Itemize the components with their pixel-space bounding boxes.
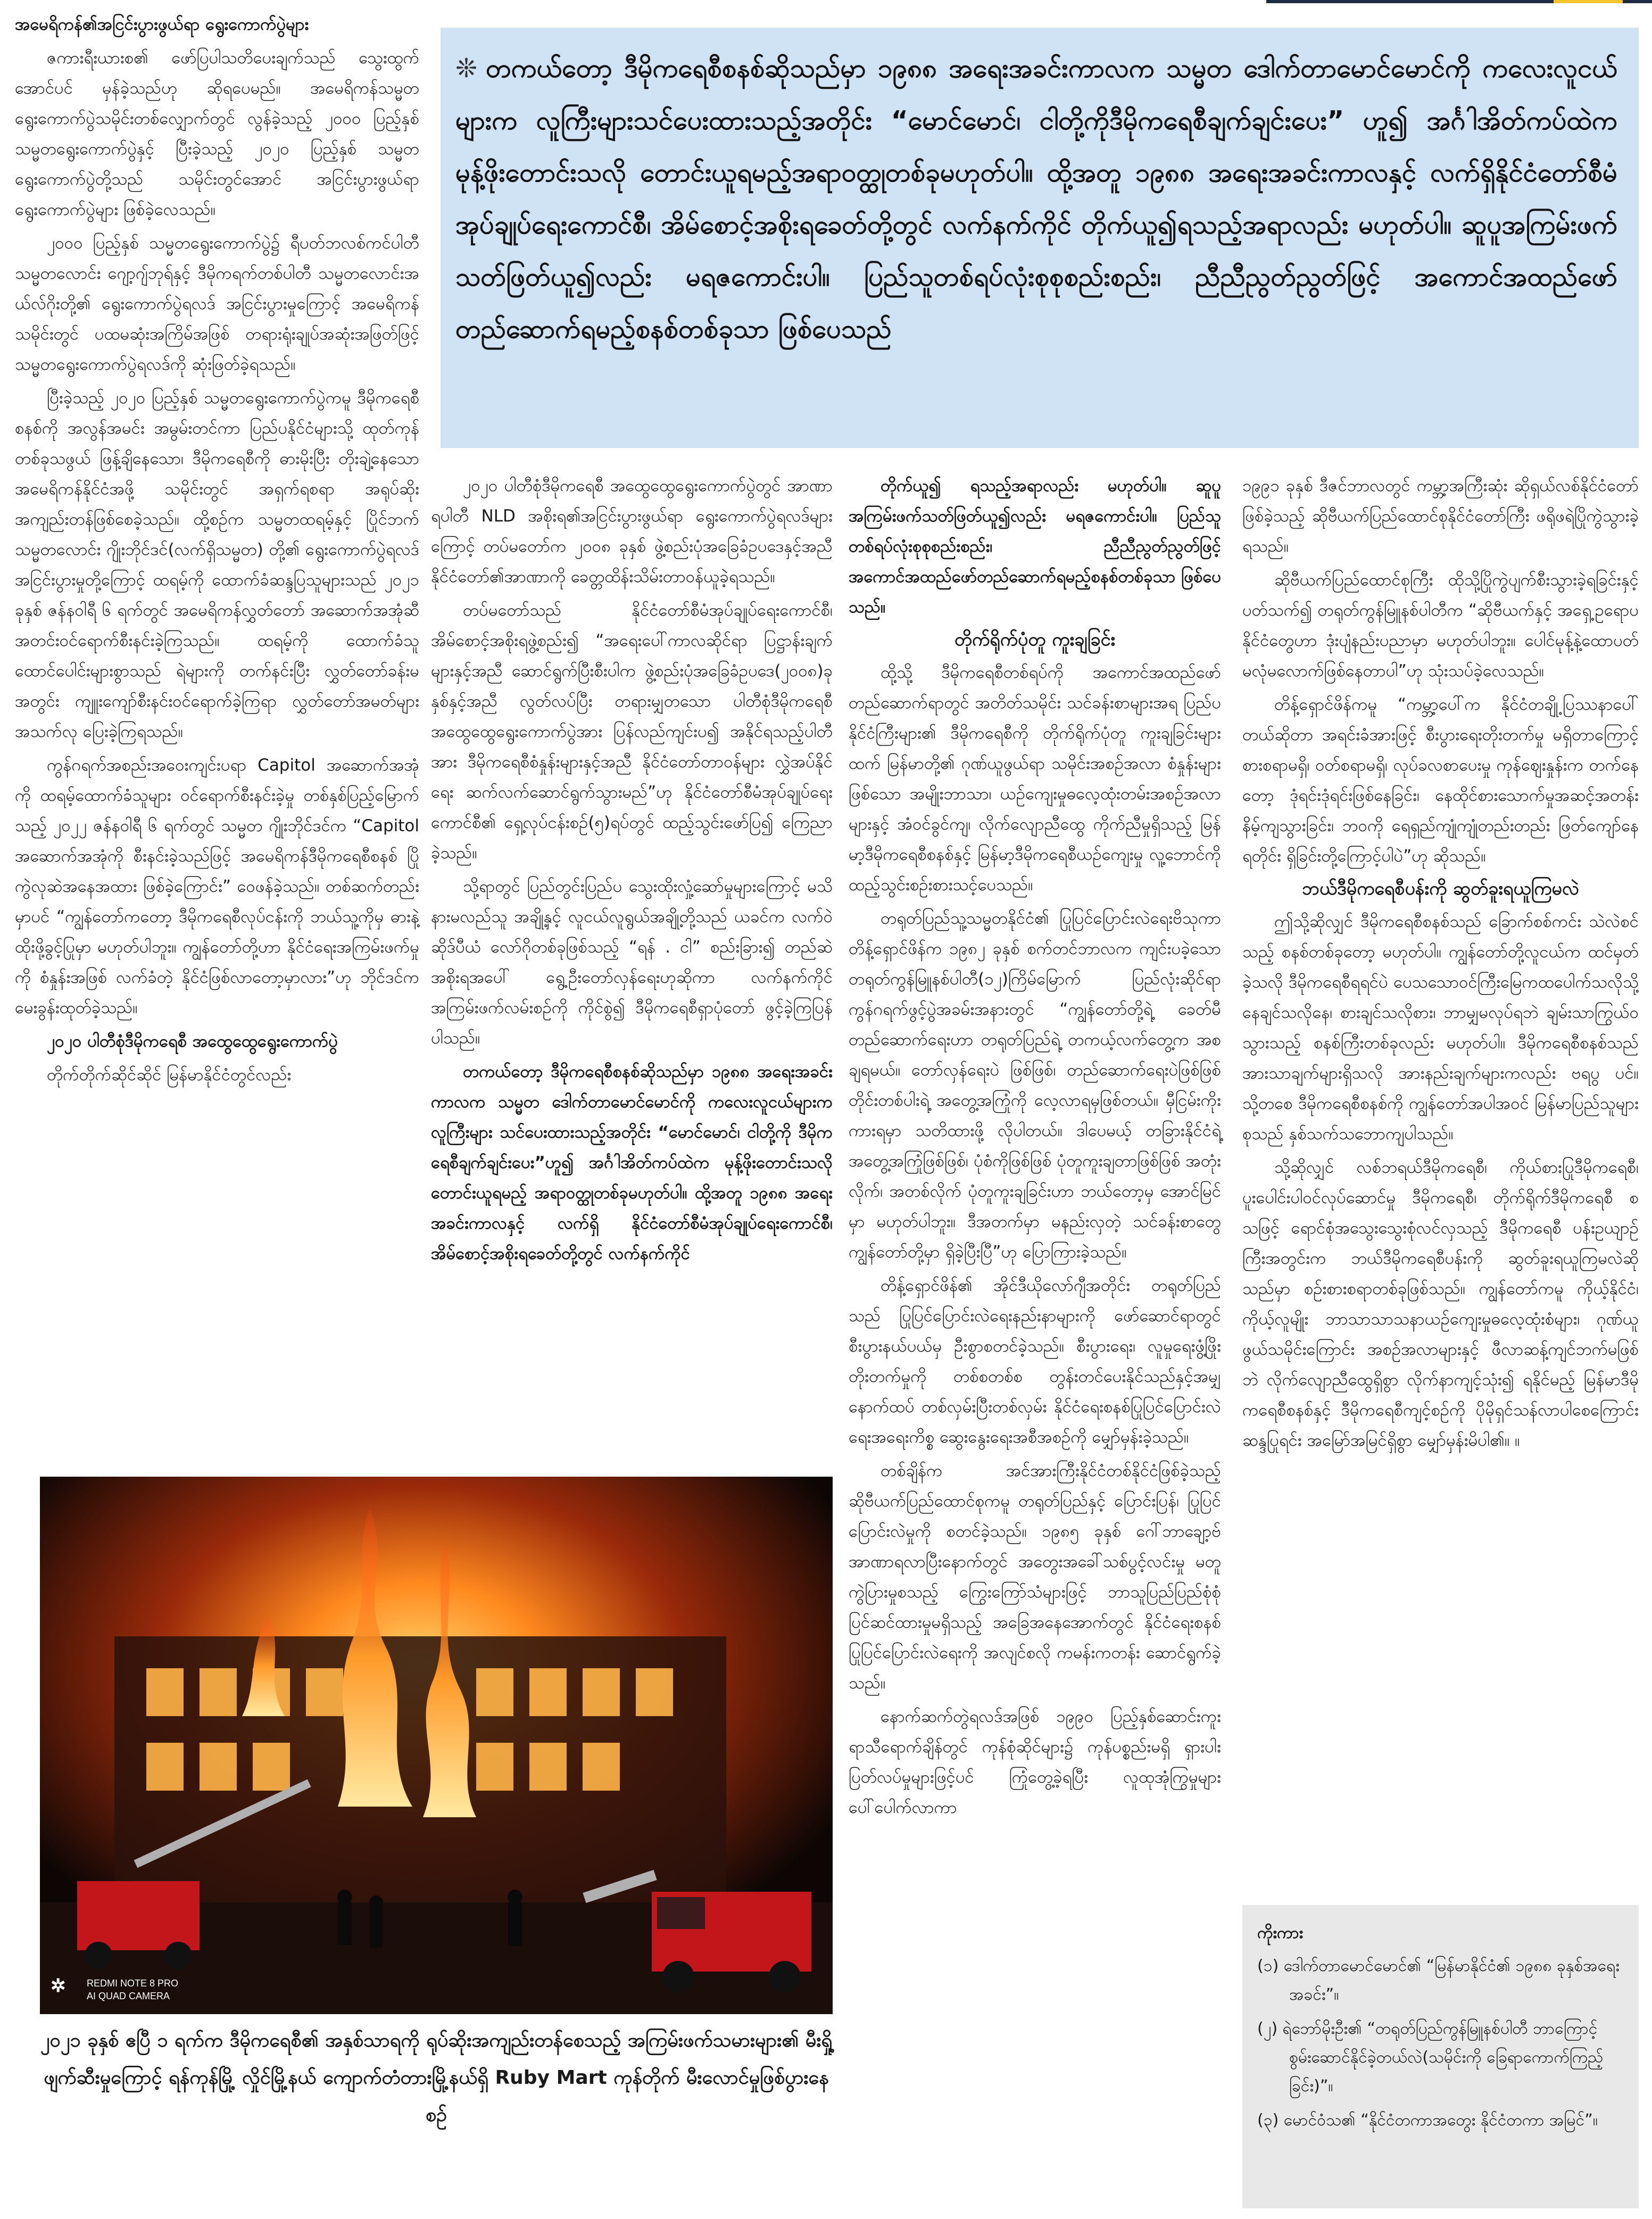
col1-paragraph: ကွန်ဂရက်အစည်းအဝေးကျင်းပရာ Capitol အဆောက်အအုံကို ထရမ့်ထောက်ခံသူများ ဝင်ရောက်စီးနင်းခဲ့မှု တစ်နှစ်ပြည့်မြောက်သည့် ၂၀၂၂ ဇန်နဝါရီ ၆ ရက်တွင် သမ္မတ ဂျိုးဘိုင်ဒင်က “Capitol အဆောက်အအုံကို စီးနင်းခဲ့သည်ဖြင့် အမေရိကန်ဒီမိုကရေစီစနစ် ပြိုကွဲလုဆဲအနေအထား ဖြစ်ခဲ့ကြောင်း” ဝေဖန်ခဲ့သည်။ တစ်ဆက်တည်းမှာပင် “ကျွန်တော်ကတော့ ဒီမိုကရေစီလုပ်ငန်းကို ဘယ်သူ့ကိုမှ ဓားနဲ့ထိုးဖို့ခွင့်ပြုမှာ မဟုတ်ပါဘူး။ ကျွန်တော်တို့ဟာ နိုင်ငံရေးအကြမ်းဖက်မှုကို စံနှုန်းအဖြစ် လက်ခံတဲ့ နိုင်ငံဖြစ်လာတော့မှာလား”ဟု ဘိုင်ဒင်က မေးခွန်းထုတ်ခဲ့သည်။ bbox=[15, 756, 419, 1017]
col1-subhead: ၂၀၂၀ ပါတီစုံဒီမိုကရေစီ အထွေထွေရွေးကောက်ပွဲ bbox=[47, 1032, 338, 1051]
column-1 bbox=[15, 10, 419, 1452]
references-box bbox=[1242, 1905, 1639, 2208]
column-3 bbox=[849, 471, 1221, 2208]
col1-paragraph: တိုက်တိုက်ဆိုင်ဆိုင် မြန်မာနိုင်ငံတွင်လည်း bbox=[47, 1065, 292, 1084]
reference-item: (၃) မောင်ဝံသ၏ “နိုင်ငံတကာအတွေး နိုင်ငံတကာ အမြင်”။ bbox=[1257, 2111, 1598, 2130]
references-title: ကိုးကား bbox=[1257, 1924, 1304, 1942]
col2-paragraph: ၂၀၂၀ ပါတီစုံဒီမိုကရေစီ အထွေထွေရွေးကောက်ပွဲတွင် အာဏာရပါတီ NLD အစိုးရ၏အငြင်းပွားဖွယ်ရာ ရွေးကောက်ပွဲရလဒ်များကြောင့် တပ်မတော်က ၂၀၀၈ ခုနှစ် ဖွဲ့စည်းပုံအခြေခံဥပဒေနှင့်အညီ နိုင်ငံတော်၏အာဏာကို ခေတ္တထိန်းသိမ်းတာဝန်ယူခဲ့ရသည်။ bbox=[431, 476, 833, 586]
camera-model: AI QUAD CAMERA bbox=[87, 1991, 170, 2001]
col3-highlight-paragraph: တိုက်ယူ၍ ရသည့်အရာလည်း မဟုတ်ပါ။ ဆူပူအကြမ်းဖက်သတ်ဖြတ်ယူ၍လည်း မရဇကောင်းပါ။ ပြည်သူတစ်ရပ်လုံးစုစုစည်းစည်း၊ ညီညီညွတ်ညွတ်ဖြင့် အကောင်အထည်ဖော်တည်ဆောက်ရမည့်စနစ်တစ်ခုသာ ဖြစ်ပေသည်။ bbox=[849, 476, 1221, 617]
col3-paragraph: တိန့်ရှောင်ဖိန်၏ အိုင်ဒီယိုလော်ဂျီအတိုင်း တရုတ်ပြည်သည် ပြုပြင်ပြောင်းလဲရေးနည်းနာများကို ဖော်ဆောင်ရာတွင် စီးပွားနယ်ပယ်မှ ဦးစွာစတင်ခဲ့သည်။ စီးပွားရေး၊ လူမှုရေးဖွံ့ဖြိုးတိုးတက်မှုကို တစ်စတစ်စ တွန်းတင်ပေးနိုင်သည်နှင့်အမျှ နောက်ထပ် တစ်လှမ်းပြီးတစ်လှမ်း နိုင်ငံရေးစနစ်ပြုပြင်ပြောင်းလဲရေးအရေးကိစ္စ ဆွေးနွေးရေးအစီအစဉ်ကို မျှော်မှန်းခဲ့သည်။ bbox=[849, 1276, 1221, 1447]
asterism-icon: ❊ bbox=[455, 53, 478, 84]
pull-quote-box bbox=[441, 28, 1639, 448]
camera-logo-icon: ✲ bbox=[51, 1976, 66, 1996]
section-heading: တိုက်ရိုက်ပုံတူ ကူးချခြင်း bbox=[954, 629, 1116, 650]
col3-paragraph: ထို့သို့ ဒီမိုကရေစီတစ်ရပ်ကို အကောင်အထည်ဖော် တည်ဆောက်ရာတွင် အတိတ်သမိုင်း သင်ခန်းစာများအရ ပြည်ပနိုင်ငံကြီးများ၏ ဒီမိုကရေစီကို တိုက်ရိုက်ပုံတူ ကူးချခြင်းများထက် မြန်မာတို့၏ ဂုဏ်ယူဖွယ်ရာ သမိုင်းအစဉ်အလာ စံနှုန်းများဖြစ်သော အမျိုးဘာသာ၊ ယဉ်ကျေးမှုဓလေ့ထုံးတမ်းအစဉ်အလာများနှင့် အံဝင်ခွင်ကျ၊ လိုက်လျောညီထွေ ကိုက်ညီမှုရှိသည့် မြန်မာ့ဒီမိုကရေစီစနစ်နှင့် မြန်မာ့ဒီမိုကရေစီယဉ်ကျေးမှု လူ့ဘောင်ကို ထည့်သွင်းစဉ်းစားသင့်ပေသည်။ bbox=[849, 663, 1221, 895]
col1-paragraph: ဇကားရီးယားစ၏ ဖော်ပြပါသတိပေးချက်သည် သွေးထွက်အောင်ပင် မှန်ခဲ့သည်ဟု ဆိုရပေမည်။ အမေရိကန်သမ္မတ ရွေးကောက်ပွဲသမိုင်းတစ်လျှောက်တွင် လွန်ခဲ့သည့် ၂၀၀၀ ပြည့်နှစ် သမ္မတရွေးကောက်ပွဲနှင့် ပြီးခဲ့သည့် ၂၀၂၀ ပြည့်နှစ် သမ္မတ ရွေးကောက်ပွဲတို့သည် သမိုင်းတွင်အောင် အငြင်းပွားဖွယ်ရာ ရွေးကောက်ပွဲများ ဖြစ်ခဲ့လေသည်။ bbox=[15, 48, 419, 219]
camera-watermark bbox=[51, 1977, 178, 2002]
reference-item: (၁) ဒေါက်တာမောင်မောင်၏ “မြန်မာနိုင်ငံ၏ ၁၉၈၈ ခုနှစ်အရေးအခင်း”။ bbox=[1257, 1957, 1620, 2004]
col4-paragraph: ၁၉၉၁ ခုနှစ် ဒီဇင်ဘာလတွင် ကမ္ဘာ့အကြီးဆုံး ဆိုရှယ်လစ်နိုင်ငံတော်ဖြစ်ခဲ့သည့် ဆိုဗီယက်ပြည်ထောင်စုနိုင်ငံတော်ကြီး ဖရိုဖရဲပြိုကွဲသွားခဲ့ရသည်။ bbox=[1242, 476, 1639, 556]
col4-paragraph: သို့ဆိုလျှင် လစ်ဘရယ်ဒီမိုကရေစီ၊ ကိုယ်စားပြုဒီမိုကရေစီ၊ ပူးပေါင်းပါဝင်လုပ်ဆောင်မှု ဒီမိုကရေစီ၊ တိုက်ရိုက်ဒီမိုကရေစီ စသဖြင့် ရောင်စုံအသွေးသွေးစုံလင်လှသည့် ဒီမိုကရေစီ ပန်းဥယျာဉ်ကြီးအတွင်းက ဘယ်ဒီမိုကရေစီပန်းကို ဆွတ်ခူးရယူကြမလဲဆိုသည်မှာ စဉ်းစားစရာတစ်ခုဖြစ်သည်။ ကျွန်တော်ကမူ ကိုယ့်နိုင်ငံ၊ ကိုယ့်လူမျိုး ဘာသာသာသနာယဉ်ကျေးမှုဓလေ့ထုံးစံများ၊ ဂုဏ်ယူဖွယ်သမိုင်းကြောင်း အစဉ်အလာများနှင့် ဖီလာဆန့်ကျင်ဘက်မဖြစ်ဘဲ လိုက်လျောညီထွေရှိစွာ လိုက်နာကျင့်သုံး၍ ရနိုင်မည့် မြန်မာဒီမိုကရေစီစနစ်နှင့် ဒီမိုကရေစီကျင့်စဉ်ကို ပိုမိုရှင်သန်လာပါစေကြောင်း ဆန္ဒပြုရင်း အမြော်အမြင်ရှိစွာ မျှော်မှန်းမိပါ၏။ ။ bbox=[1242, 1158, 1639, 1450]
camera-brand: REDMI NOTE 8 PRO bbox=[87, 1978, 179, 1989]
reference-item: (၂) ရဲဘော်မိုးဦး၏ “တရုတ်ပြည်ကွန်မြူနစ်ပါတီ ဘာကြောင့်စွမ်းဆောင်နိုင်ခဲ့တယ်လဲ(သမိုင်းကို ခြေရာကောက်ကြည့်ခြင်း)”။ bbox=[1257, 2019, 1604, 2096]
burning-building-illustration bbox=[40, 1477, 833, 2014]
col2-paragraph: သို့ရာတွင် ပြည်တွင်းပြည်ပ သွေးထိုးလှုံ့ဆော်မှုများကြောင့် မသိနားမလည်သူ အချို့နှင့် လူငယ်လူရွယ်အချို့တို့သည် ယခင်က လက်ဝဲဆိုဒ်ပီယံ လော်ဂိုတစ်ခုဖြစ်သည့် “ရန် . ငါ” စည်းခြား၍ တည်ဆဲအစိုးရအပေါ် ရွေ့ဦးတော်လှန်ရေးဟုဆိုကာ လက်နက်ကိုင်အကြမ်းဖက်လမ်းစဉ်ကို ကိုင်စွဲ၍ ဒီမိုကရေစီရှာပုံတော် ဖွင့်ခဲ့ကြပြန်ပါသည်။ bbox=[431, 877, 833, 1048]
col1-subhead: အမေရိကန်၏အငြင်းပွားဖွယ်ရာ ရွေးကောက်ပွဲများ bbox=[15, 15, 309, 34]
col2-paragraph: တပ်မတော်သည် နိုင်ငံတော်စီမံအုပ်ချုပ်ရေးကောင်စီ၊ အိမ်စောင့်အစိုးရဖွဲ့စည်း၍ “အရေးပေါ်ကာလဆိုင်ရာ ပြဋ္ဌာန်းချက်များနှင့်အညီ ဆောင်ရွက်ပြီးစီးပါက ဖွဲ့စည်းပုံအခြေခံဥပဒေ(၂၀၀၈)ခုနှစ်နှင့်အညီ လွတ်လပ်ပြီး တရားမျှတသော ပါတီစုံဒီမိုကရေစီ အထွေထွေရွေးကောက်ပွဲအား ပြန်လည်ကျင်းပ၍ အနိုင်ရသည့်ပါတီအား ဒီမိုကရေစီစံနှုန်းများနှင့်အညီ နိုင်ငံတော်တာဝန်များ လွှဲအပ်နိုင်ရေး ဆက်လက်ဆောင်ရွက်သွားမည်”ဟု နိုင်ငံတော်စီမံအုပ်ချုပ်ရေးကောင်စီ၏ ရှေ့လုပ်ငန်းစဉ်(၅)ရပ်တွင် ထည့်သွင်းဖော်ပြ၍ ကြေညာခဲ့သည်။ bbox=[431, 601, 833, 863]
col3-paragraph: နောက်ဆက်တွဲရလဒ်အဖြစ် ၁၉၉၀ ပြည့်နှစ်ဆောင်းကူးရာသီရောက်ချိန်တွင် ကုန်စုံဆိုင်များ၌ ကုန်ပစ္စည်းမရှိ ရှားပါးပြတ်လပ်မှုများဖြင့်ပင် ကြုံတွေ့ခဲ့ရပြီး လူထုအုံကြွမှုများ ပေါ်ပေါက်လာကာ bbox=[849, 1707, 1221, 1817]
column-2 bbox=[431, 471, 833, 1461]
col3-paragraph: တရုတ်ပြည်သူ့သမ္မတနိုင်ငံ၏ ပြုပြင်ပြောင်းလဲရေးဗိသုကာ တိန့်ရှောင်ဖိန်က ၁၉၈၂ ခုနှစ် စက်တင်ဘာလက ကျင်းပခဲ့သော တရုတ်ကွန်မြူနစ်ပါတီ(၁၂)ကြိမ်မြောက် ပြည်လုံးဆိုင်ရာ ကွန်ဂရက်ဖွင့်ပွဲအခမ်းအနားတွင် “ကျွန်တော်တို့ရဲ့ ခေတ်မီတည်ဆောက်ရေးဟာ တရုတ်ပြည်ရဲ့ တကယ့်လက်တွေ့က အစချရမယ်။ တော်လှန်ရေးပဲ ဖြစ်ဖြစ်၊ တည်ဆောက်ရေးပဲဖြစ်ဖြစ် တိုင်းတစ်ပါးရဲ့ အတွေ့အကြုံကို လေ့လာရမှဖြစ်တယ်။ မှီငြမ်းကိုးကားရမှာ သတိထားဖို့ လိုပါတယ်။ ဒါပေမယ့် တခြားနိုင်ငံရဲ့ အတွေ့အကြုံဖြစ်ဖြစ်၊ ပုံစံကိုဖြစ်ဖြစ် ပုံတူကူးချတာဖြစ်ဖြစ် အတုံးလိုက်၊ အတစ်လိုက် ပုံတူကူးချခြင်းဟာ ဘယ်တော့မှ အောင်မြင်မှာ မဟုတ်ပါဘူး။ ဒီအတက်မှာ မနည်းလှတဲ့ သင်ခန်းစာတွေ ကျွန်တော်တို့မှာ ရှိခဲ့ပြီးပြီ”ဟု ပြောကြားခဲ့သည်။ bbox=[849, 909, 1221, 1262]
col1-paragraph: ပြီးခဲ့သည့် ၂၀၂၀ ပြည့်နှစ် သမ္မတရွေးကောက်ပွဲကမူ ဒီမိုကရေစီစနစ်ကို အလွန်အမင်း အမွမ်းတင်ကာ ပြည်ပနိုင်ငံများသို့ ထုတ်ကုန်တစ်ခုသဖွယ် ဖြန့်ချိနေသော၊ ဒီမိုကရေစီကို ဓားမိုးပြီး တိုးချဲ့နေသော အမေရိကန်နိုင်ငံအဖို့ သမိုင်းတွင် အရှက်ရစရာ အရုပ်ဆိုးအကျည်းတန်ဖြစ်စေခဲ့သည်။ ထို့စဉ်က သမ္မတထရမ့်နှင့် ပြိုင်ဘက်သမ္မတလောင်း ဂျိုးဘိုင်ဒင်(လက်ရှိသမ္မတ) တို့၏ ရွေးကောက်ပွဲရလဒ် အငြင်းပွားမှုတို့ကြောင့် ထရမ့်ကို ထောက်ခံဆန္ဒပြသူများသည် ၂၀၂၁ ခုနှစ် ဇန်နဝါရီ ၆ ရက်တွင် အမေရိကန်လွှတ်တော် အဆောက်အအုံဆီ အတင်းဝင်ရောက်စီးနင်းခဲ့ကြသည်။ ထရမ့်ကို ထောက်ခံသူ ထောင်ပေါင်းများစွာသည် ရဲများကို တက်နင်းပြီး လွှတ်တော်ခန်းမအတွင်း ကျူးကျော်စီးနင်းဝင်ရောက်ခဲ့ကြရာ လွှတ်တော်အမတ်များ အသက်လု ပြေးခဲ့ကြရသည်။ bbox=[15, 388, 419, 741]
pull-quote-body: တကယ်တော့ ဒီမိုကရေစီစနစ်ဆိုသည်မှာ ၁၉၈၈ အရေးအခင်းကာလက သမ္မတ ဒေါက်တာမောင်မောင်ကို ကလေးလူငယ်များက လူကြီးများသင်ပေးထားသည့်အတိုင်း “မောင်မောင်၊ ငါတို့ကိုဒီမိုကရေစီချက်ချင်းပေး” ဟူ၍ အင်္ဂါအိတ်ကပ်ထဲက မုန့်ဖိုးတောင်းသလို တောင်းယူရမည့်အရာဝတ္ထုတစ်ခုမဟုတ်ပါ။ ထို့အတူ ၁၉၈၈ အရေးအခင်းကာလနှင့် လက်ရှိနိုင်ငံတော်စီမံအုပ်ချုပ်ရေးကောင်စီ၊ အိမ်စောင့်အစိုးရခေတ်တို့တွင် လက်နက်ကိုင် တိုက်ယူ၍ရသည့်အရာလည်း မဟုတ်ပါ။ ဆူပူအကြမ်းဖက်သတ်ဖြတ်ယူ၍လည်း မရဇကောင်းပါ။ ပြည်သူတစ်ရပ်လုံးစုစုစည်းစည်း၊ ညီညီညွတ်ညွတ်ဖြင့် အကောင်အထည်ဖော်တည်ဆောက်ရမည့်စနစ်တစ်ခုသာ ဖြစ်ပေသည် bbox=[455, 53, 1617, 344]
col4-paragraph: ဆိုဗီယက်ပြည်ထောင်စုကြီး ထိုသို့ပြိုကွဲပျက်စီးသွားခဲ့ရခြင်းနှင့်ပတ်သက်၍ တရုတ်ကွန်မြူနစ်ပါတီက “ဆိုဗီယက်နှင့် အရှေ့ဥရောပနိုင်ငံတွေဟာ ဒုံးပျံနည်းပညာမှာ မဟုတ်ပါဘူး။ ပေါင်မုန့်နဲ့ထောပတ် မလုံမလောက်ဖြစ်နေတာပါ”ဟု သုံးသပ်ခဲ့လေသည်။ bbox=[1242, 570, 1639, 681]
col4-paragraph: တိန့်ရှောင်ဖိန်ကမူ “ကမ္ဘာ့ပေါ်က နိုင်ငံတချို့ပြဿနာပေါ်တယ်ဆိုတာ အရင်းခံအားဖြင့် စီးပွားရေးတိုးတက်မှု မရှိတာကြောင့် စားစရာမရှိ၊ ဝတ်စရာမရှိ၊ လုပ်ခလစာပေးမှု ကုန်ဈေးနှုန်းက တက်နေတော့ ဒုံရင်းဒုံရင်းဖြစ်နေခြင်း၊ နေထိုင်စားသောက်မှုအဆင့်အတန်း နိမ့်ကျသွားခြင်း၊ ဘဝကို ရေရှည်ကျုံကျုံတည်းတည်း ဖြတ်ကျော်နေရတိုင်း ရှိခြင်းတို့ကြောင့်ပါပဲ”ဟု ဆိုသည်။ bbox=[1242, 695, 1639, 866]
photo-caption: ၂၀၂၁ ခုနှစ် ဧပြီ ၁ ရက်က ဒီမိုကရေစီ၏ အနှစ်သာရကို ရုပ်ဆိုးအကျည်းတန်စေသည့် အကြမ်းဖက်သမားများ၏ မီးရှို့ဖျက်ဆီးမှုကြောင့် ရန်ကုန်မြို့ လှိုင်မြို့နယ် ကျောက်တံတားမြို့နယ်ရှိ Ruby Mart ကုန်တိုက် မီးလောင်မှုဖြစ်ပွားနေစဉ် bbox=[40, 2030, 833, 2126]
section-heading: ဘယ်ဒီမိုကရေစီပန်းကို ဆွတ်ခူးရယူကြမလဲ bbox=[1302, 878, 1579, 899]
header-accent bbox=[1554, 0, 1623, 3]
col1-paragraph: ၂၀၀၀ ပြည့်နှစ် သမ္မတရွေးကောက်ပွဲ၌ ရီပတ်ဘလစ်ကင်ပါတီ သမ္မတလောင်း ဂျော့ဂျ်ဘုရ်နှင့် ဒီမိုကရက်တစ်ပါတီ သမ္မတလောင်းအယ်လ်ဂိုးတို့၏ ရွေးကောက်ပွဲရလဒ် အငြင်းပွားမှုကြောင့် အမေရိကန်သမိုင်းတွင် ပထမဆုံးအကြိမ်အဖြစ် တရားရုံးချုပ်အဆုံးအဖြတ်ဖြင့်သမ္မတရွေးကောက်ပွဲရလဒ်ကို ဆုံးဖြတ်ခဲ့ရသည်။ bbox=[15, 234, 419, 374]
col3-paragraph: တစ်ချိန်က အင်အားကြီးနိုင်ငံတစ်နိုင်ငံဖြစ်ခဲ့သည့် ဆိုဗီယက်ပြည်ထောင်စုကမူ တရုတ်ပြည်နှင့် ပြောင်းပြန်၊ ပြုပြင်ပြောင်းလဲမှုကို စတင်ခဲ့သည်။ ၁၉၈၅ ခုနှစ် ဂေါ်ဘာချော့ဗ် အာဏာရလာပြီးနောက်တွင် အတွေးအခေါ်သစ်ပွင့်လင်းမှု မတူကွဲပြားမှုစသည့် ကြွေးကြော်သံများဖြင့် ဘာသူပြည်ပြည်စုံစုံ ပြင်ဆင်ထားမှုမရှိသည့် အခြေအနေအောက်တွင် နိုင်ငံရေးစနစ် ပြုပြင်ပြောင်းလဲရေးကို အလျင်စလို ကမန်းကတန်း ဆောင်ရွက်ခဲ့သည်။ bbox=[849, 1461, 1221, 1693]
pull-quote-text bbox=[455, 43, 1617, 355]
fire-photo bbox=[40, 1477, 833, 2014]
column-4 bbox=[1242, 471, 1639, 1886]
col2-highlight-paragraph: တကယ်တော့ ဒီမိုကရေစီစနစ်ဆိုသည်မှာ ၁၉၈၈ အရေးအခင်းကာလက သမ္မတ ဒေါက်တာမောင်မောင်ကို ကလေးလူငယ်များက လူကြီးများ သင်ပေးထားသည့်အတိုင်း “မောင်မောင်၊ ငါတို့ကို ဒီမိုကရေစီချက်ချင်းပေး”ဟူ၍ အင်္ဂါအိတ်ကပ်ထဲက မုန့်ဖိုးတောင်းသလို တောင်းယူရမည့် အရာဝတ္ထုတစ်ခုမဟုတ်ပါ။ ထို့အတူ ၁၉၈၈ အရေးအခင်းကာလနှင့် လက်ရှိ နိုင်ငံတော်စီမံအုပ်ချုပ်ရေးကောင်စီ၊ အိမ်စောင့်အစိုးရခေတ်တို့တွင် လက်နက်ကိုင် bbox=[431, 1062, 833, 1263]
col4-paragraph: ဤသို့ဆိုလျှင် ဒီမိုကရေစီစနစ်သည် ခြောက်စစ်ကင်း သဲလဲစင်သည့် စနစ်တစ်ခုတော့ မဟုတ်ပါ။ ကျွန်တော်တို့လူငယ်က ထင်မှတ်ခဲ့သလို ဒီမိုကရေစီရရင်ပဲ ပေသသောဝင်ကြီးမြေကထပေါက်သလိုသို့ နေချင်သလိုနေ၊ စားချင်သလိုစား၊ ဘာမျှမလုပ်ရဘဲ ချမ်းသာကြွယ်ဝသွားသည့် စနစ်ကြီးတစ်ခုလည်း မဟုတ်ပါ။ ဒီမိုကရေစီစနစ်သည် အားသာချက်များရှိသလို အားနည်းချက်များကလည်း ဗရပွ ပင်။ သို့တစေ ဒီမိုကရေစီစနစ်ကို ကျွန်တော်အပါအဝင် မြန်မာပြည်သူများစုသည် နှစ်သက်သဘောကျပါသည်။ bbox=[1242, 912, 1639, 1144]
